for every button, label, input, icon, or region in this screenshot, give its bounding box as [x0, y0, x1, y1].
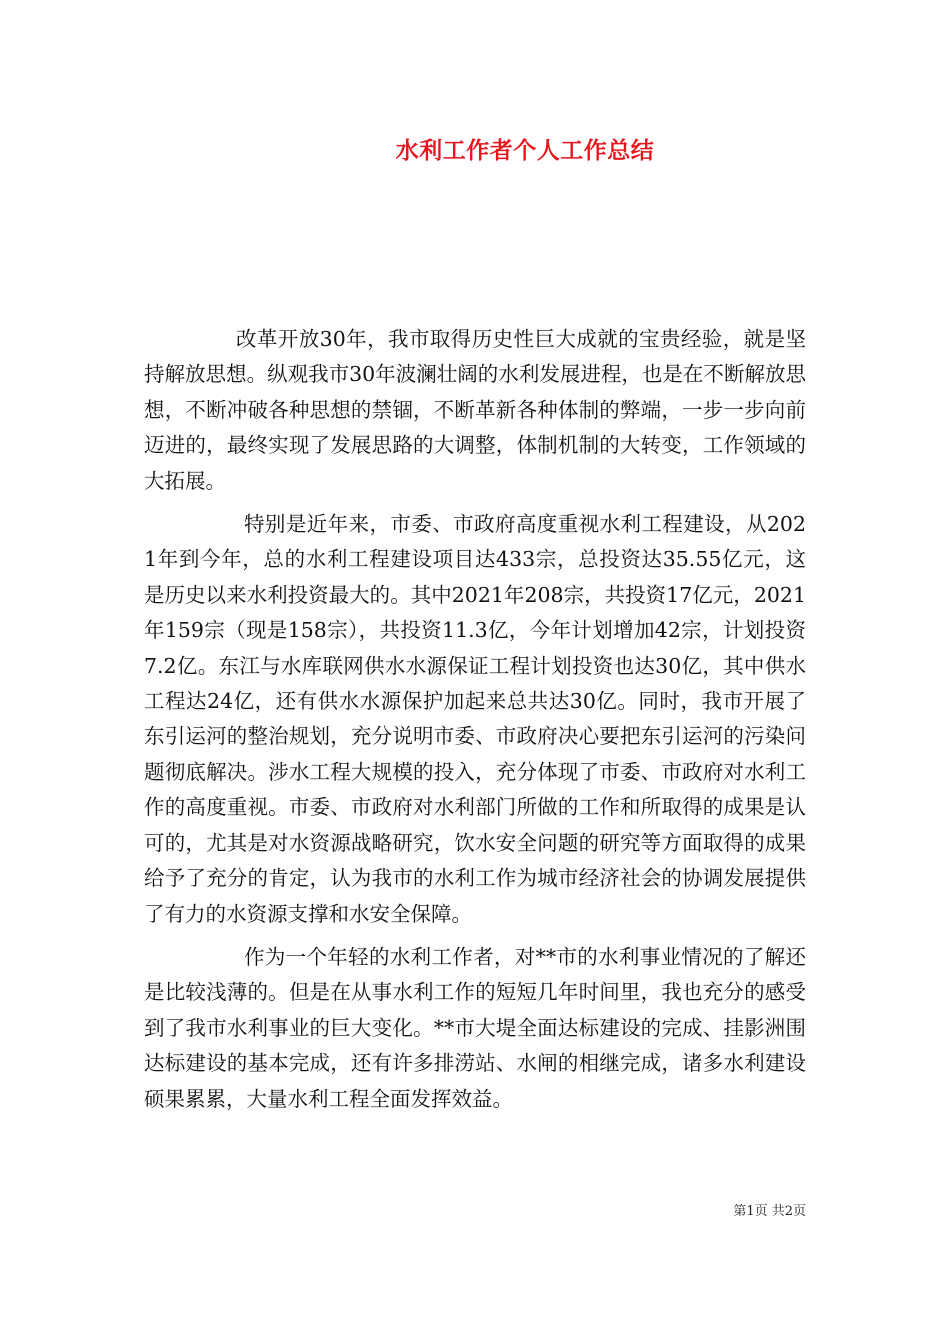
- page-number-footer: 第1页 共2页: [733, 1204, 806, 1219]
- paragraph-2: 特别是近年来，市委、市政府高度重视水利工程建设，从2021年到今年，总的水利工程建设项目达433宗，总投资达35.55亿元，这是历史以来水利投资最大的。其中2021年208宗，共投资17亿元，2021年159宗（现是158宗），共投资11.3亿，今年计划增加42宗，计划投资7.2亿。东江与水库联网供水水源保证工程计划投资也达30亿，其中供水工程达24亿，还有供水水源保护加起来总共达30亿。同时，我市开展了东引运河的整治规划，充分说明市委、市政府决心要把东引运河的污染问题彻底解决。涉水工程大规模的投入，充分体现了市委、市政府对水利工作的高度重视。市委、市政府对水利部门所做的工作和所取得的成果是认可的，尤其是对水资源战略研究，饮水安全问题的研究等方面取得的成果给予了充分的肯定，认为我市的水利工作为城市经济社会的协调发展提供了有力的水资源支撑和水安全保障。: [144, 512, 806, 926]
- document-body: [144, 322, 806, 1117]
- document-title: 水利工作者个人工作总结: [395, 137, 655, 164]
- paragraph-3: 作为一个年轻的水利工作者，对**市的水利事业情况的了解还是比较浅薄的。但是在从事水利工作的短短几年时间里，我也充分的感受到了我市水利事业的巨大变化。**市大堤全面达标建设的完成、挂影洲围达标建设的基本完成，还有许多排涝站、水闸的相继完成，诸多水利建设硕果累累，大量水利工程全面发挥效益。: [144, 944, 806, 1111]
- paragraph-1: 改革开放30年，我市取得历史性巨大成就的宝贵经验，就是坚持解放思想。纵观我市30年波澜壮阔的水利发展进程，也是在不断解放思想，不断冲破各种思想的禁锢，不断革新各种体制的弊端，一步一步向前迈进的，最终实现了发展思路的大调整，体制机制的大转变，工作领域的大拓展。: [144, 327, 806, 493]
